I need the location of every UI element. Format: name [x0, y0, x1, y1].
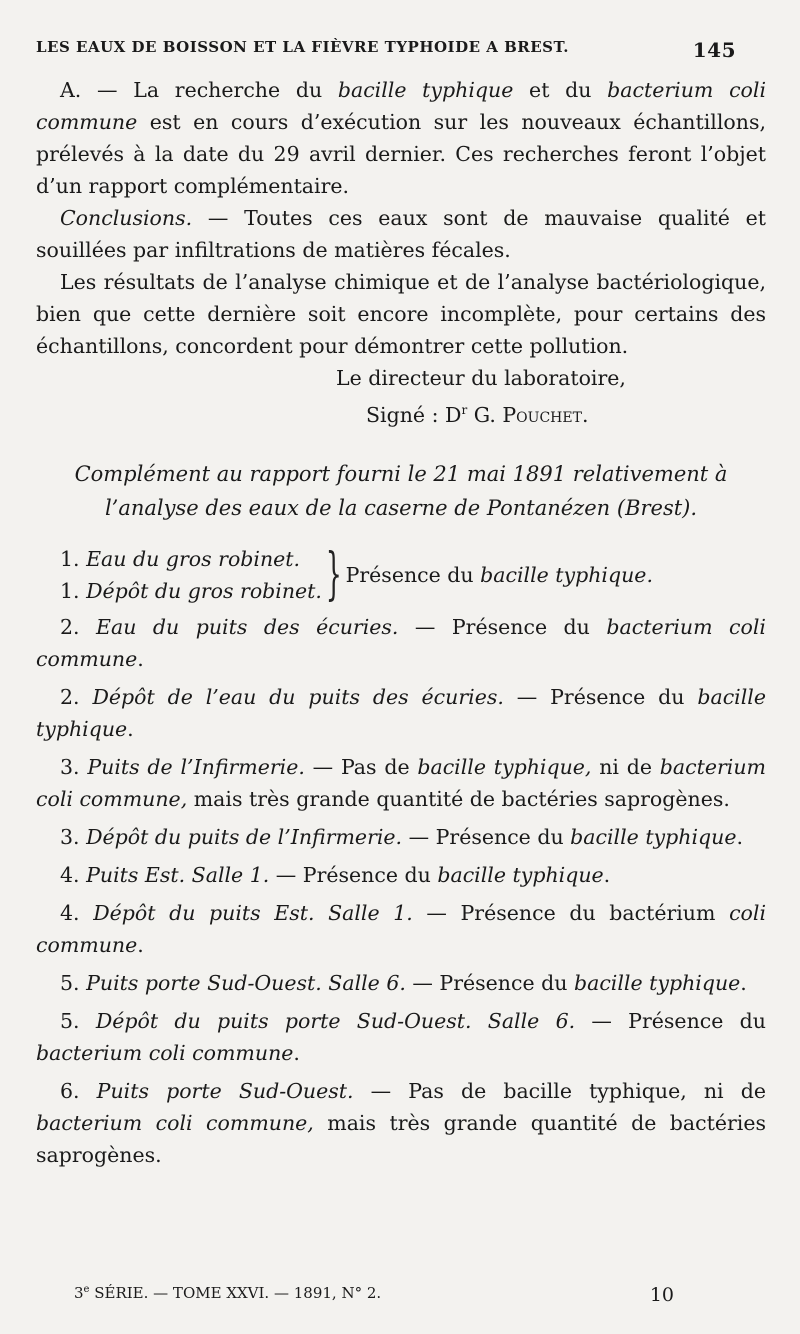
item-title: Puits Est. Salle 1. — [86, 862, 270, 887]
conclusions-paragraph — [36, 202, 766, 266]
results-paragraph: Les résultats de l’analyse chimique et de l’analyse bactériologique, bien que cette dernière soit encore incomplète, pour certains des échantillons, concordent pour démontrer cette pollution. — [36, 270, 766, 358]
text-run: mais très grande quantité de bactéries saprogènes. — [187, 786, 730, 811]
text-run: et du — [513, 78, 608, 102]
text-run: — Présence du — [269, 862, 438, 887]
running-title: LES EAUX DE BOISSON ET LA FIÈVRE TYPHOIDE A BREST. — [36, 38, 569, 56]
italic-run: bacille typhique — [337, 78, 514, 102]
list-item — [36, 681, 766, 745]
item-title: Eau du gros robinet. — [86, 546, 301, 571]
text-run: — Présence du — [398, 614, 607, 639]
bracket-result — [346, 559, 653, 591]
bracket-group — [36, 543, 766, 607]
text-run: . — [137, 646, 144, 671]
text-run: — Présence du — [503, 684, 698, 709]
list-item — [36, 1075, 766, 1171]
page-body — [36, 74, 766, 1177]
page-number: 145 — [692, 38, 736, 62]
text-run: — Pas de bacille typhique, ni de — [353, 1078, 766, 1103]
italic-run: bacille typhique — [570, 824, 737, 849]
list-item — [36, 859, 766, 891]
text-run: . — [736, 824, 744, 849]
list-item — [36, 897, 766, 961]
item-title: Dépôt de l’eau du puits des écuries. — [92, 684, 504, 709]
item-number: 6. — [60, 1078, 80, 1103]
text-run: Signé : D — [366, 402, 462, 427]
item-title: Dépôt du puits Est. Salle 1. — [93, 900, 413, 925]
conclusions-label: Conclusions. — [60, 206, 193, 230]
text-run: . — [137, 932, 144, 957]
text-run: — Présence du — [575, 1008, 766, 1033]
list-item — [36, 543, 322, 575]
list-item — [36, 611, 766, 675]
italic-run: bacterium coli commune, — [36, 1110, 314, 1135]
item-number: 3. — [60, 824, 80, 849]
text-run: . — [603, 862, 611, 887]
item-number: 1. — [60, 578, 80, 603]
text-run: — Présence du — [402, 824, 571, 849]
text-run: mais très grande quantité de bactéries saprogènes. — [36, 1110, 766, 1167]
text-run: — Toutes ces eaux sont de mauvaise qualité et souillées par infiltrations de matières fécales. — [36, 206, 766, 262]
item-title: Dépôt du puits de l’Infirmerie. — [86, 824, 403, 849]
list-item — [36, 821, 766, 853]
italic-run: bacille typhique, — [417, 754, 592, 779]
text-run: . — [293, 1040, 300, 1065]
superscript: e — [83, 1284, 90, 1295]
item-number: 1. — [60, 546, 80, 571]
text-run: Présence du — [345, 562, 481, 587]
text-run: — Pas de — [304, 754, 418, 779]
item-number: 5. — [60, 970, 80, 995]
item-number: 2. — [60, 684, 80, 709]
italic-run: bacille typhique — [36, 684, 766, 741]
item-title: Dépôt du puits porte Sud-Ouest. Salle 6. — [95, 1008, 576, 1033]
italic-run: bacille typhique — [437, 862, 604, 887]
text-run: — Présence du bactérium — [412, 900, 730, 925]
item-number: 3. — [60, 754, 80, 779]
item-number: 4. — [60, 862, 80, 887]
text-run: . — [127, 716, 134, 741]
paragraph-label: A. — — [60, 78, 118, 102]
text-run: G. — [467, 402, 503, 427]
item-title: Puits de l’Infirmerie. — [87, 754, 305, 779]
list-item — [36, 1005, 766, 1069]
item-number: 2. — [60, 614, 80, 639]
series-info — [74, 1284, 381, 1306]
sheet-number: 10 — [649, 1284, 674, 1306]
italic-run: bacterium coli commune — [36, 614, 766, 671]
text-run: — Présence du — [405, 970, 574, 995]
superscript: r — [461, 403, 468, 417]
text-run: 3 — [74, 1284, 84, 1302]
italic-run: coli commune — [36, 900, 766, 957]
item-number: 4. — [60, 900, 80, 925]
signature-title: Le directeur du laboratoire, — [336, 366, 626, 390]
text-run: . — [740, 970, 747, 995]
text-run: ni de — [591, 754, 660, 779]
brace-symbol: } — [325, 541, 342, 607]
italic-run: bacille typhique — [573, 970, 741, 995]
italic-run: bacterium coli commune — [36, 1040, 294, 1065]
item-title: Puits porte Sud-Ouest. Salle 6. — [86, 970, 406, 995]
item-number: 5. — [60, 1008, 80, 1033]
page-footer — [74, 1284, 674, 1306]
italic-run: bacterium coli commune — [36, 78, 767, 134]
complement-title: Complément au rapport fourni le 21 mai 1891 relativement à l’analyse des eaux de la caserne de Pontanézen (Brest). — [74, 461, 728, 520]
list-item — [36, 967, 766, 999]
italic-run: bacille typhique. — [480, 562, 653, 587]
signature-name — [366, 394, 766, 431]
list-item — [36, 751, 766, 815]
text-run: La recherche du — [117, 78, 338, 102]
running-header — [36, 38, 736, 62]
italic-run: bacterium coli commune, — [36, 754, 766, 811]
bracket-items — [36, 543, 322, 607]
text-run: est en cours d’exécution sur les nouveaux échantillons, prélevés à la date du 29 avril dernier. Ces recherches feront l’objet d’un rapport complémentaire. — [36, 110, 766, 198]
item-title: Dépôt du gros robinet. — [86, 578, 322, 603]
item-title: Puits porte Sud-Ouest. — [96, 1078, 354, 1103]
signatory-name: Pouchet. — [502, 402, 589, 427]
text-run: SÉRIE. — TOME XXVI. — 1891, N° 2. — [89, 1284, 382, 1302]
paragraph-a — [36, 74, 766, 202]
list-item — [36, 575, 322, 607]
item-title: Eau du puits des écuries. — [96, 614, 399, 639]
